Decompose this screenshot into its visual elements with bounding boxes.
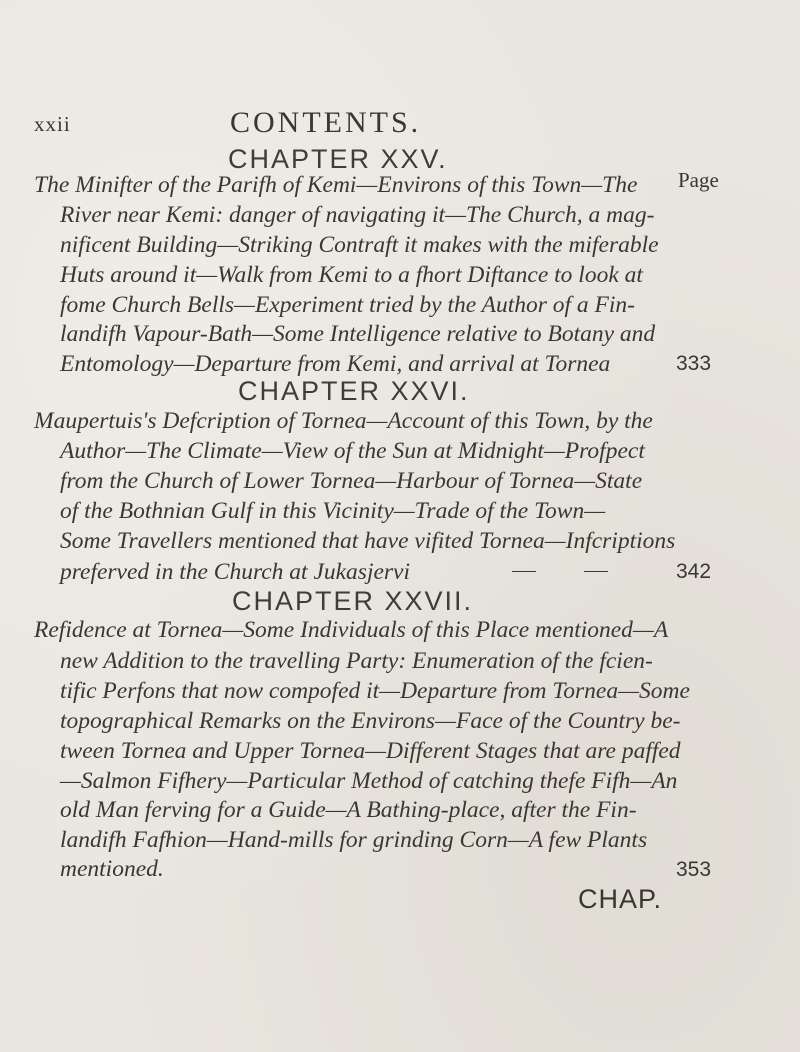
page-column-label: Page [678, 168, 719, 192]
contents-line: topographical Remarks on the Environs—Face of the Country be- [60, 708, 681, 734]
chapter-heading: CHAPTER XXVII. [232, 586, 474, 616]
leader-dash [584, 571, 608, 572]
contents-line: of the Bothnian Gulf in this Vicinity—Trade of the Town— [60, 498, 606, 524]
contents-line: Maupertuis's Defcription of Tornea—Account of this Town, by the [34, 408, 653, 434]
chapter-heading: CHAPTER XXVI. [238, 376, 470, 406]
contents-line: Entomology—Departure from Kemi, and arrival at Tornea [60, 351, 611, 377]
contents-line: tific Perfons that now compofed it—Departure from Tornea—Some [60, 678, 690, 704]
page-reference: 333 [676, 352, 712, 375]
contents-line: Some Travellers mentioned that have vifited Tornea—Infcriptions [60, 528, 676, 554]
contents-line: mentioned. [60, 856, 164, 882]
leader-dashes [0, 559, 700, 585]
contents-line: nificent Building—Striking Contraft it makes with the miferable [60, 232, 659, 258]
contents-line: Refidence at Tornea—Some Individuals of this Place mentioned—A [34, 617, 669, 643]
contents-line: tween Tornea and Upper Tornea—Different Stages that are paffed [60, 738, 681, 764]
running-head: CONTENTS. [230, 106, 422, 139]
chapter-heading: CHAPTER XXV. [228, 144, 448, 174]
contents-line: preferved in the Church at Jukasjervi [60, 559, 411, 585]
contents-line: landifh Fafhion—Hand-mills for grinding Corn—A few Plants [60, 827, 648, 853]
contents-line: landifh Vapour-Bath—Some Intelligence relative to Botany and [60, 321, 656, 347]
catchword: CHAP. [578, 884, 663, 914]
contents-line: River near Kemi: danger of navigating it—The Church, a mag- [60, 202, 655, 228]
contents-line: The Minifter of the Parifh of Kemi—Environs of this Town—The [34, 172, 638, 198]
contents-line: Author—The Climate—View of the Sun at Midnight—Profpect [60, 438, 645, 464]
contents-line: old Man ferving for a Guide—A Bathing-place, after the Fin- [60, 797, 637, 823]
contents-line: Huts around it—Walk from Kemi to a fhort Diftance to look at [60, 262, 643, 288]
contents-line: fome Church Bells—Experiment tried by the Author of a Fin- [60, 292, 636, 318]
contents-line: new Addition to the travelling Party: Enumeration of the fcien- [60, 648, 653, 674]
page-reference: 342 [676, 560, 712, 583]
contents-line: from the Church of Lower Tornea—Harbour of Tornea—State [60, 468, 643, 494]
page-number: xxii [34, 112, 71, 136]
leader-dash [512, 571, 536, 572]
contents-line: —Salmon Fifhery—Particular Method of catching thefe Fifh—An [60, 768, 678, 794]
page-reference: 353 [676, 858, 712, 881]
